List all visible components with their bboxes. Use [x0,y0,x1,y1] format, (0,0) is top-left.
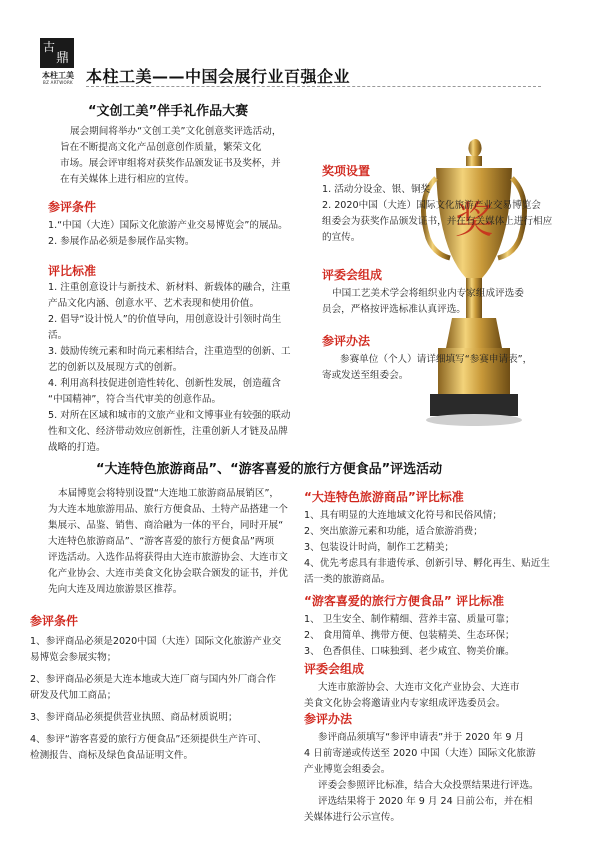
list-item: 5. 对所在区域和城市的文旅产业和文博事业有较强的联动 [48,410,291,421]
list-item: 美食文化协会将邀请业内专家组成评选委员会。 [304,698,506,709]
contest1-conditions-heading: 参评条件 [48,200,97,214]
logo-char-top: 古 [43,40,56,54]
list-item: 4、优先考虑具有非遗传承、创新引导、孵化再生、贴近生 [304,558,550,569]
intro-line: 评选活动。入选作品将获得由大连市旅游协会、大连市文 [48,552,288,563]
intro-line: 市场。展会评审组将对获奖作品颁发证书及奖杯，并 [60,158,281,169]
list-item: 战略的打造。 [48,442,106,453]
list-item: 2、突出旅游元素和功能，适合旅游消费； [304,526,483,537]
contest2-title: “大连特色旅游商品”、“游客喜爱的旅行方便食品”评选活动 [96,462,443,477]
list-item: 2、参评商品必须是大连本地或大连厂商与国内外厂商合作 [30,674,276,685]
intro-line: 先向大连及周边旅游景区推荐。 [48,584,183,595]
contest1-title: “文创工美”伴手礼作品大赛 [88,104,249,119]
list-item: 3、参评商品必须提供营业执照、商品材质说明； [30,712,238,723]
list-item: 的宣传。 [322,232,361,243]
intro-line: 大连特色旅游商品”、“游客喜爱的旅行方便食品”两项 [48,536,274,547]
list-item: 1、 卫生安全、制作精细、营养丰富、质量可靠； [304,614,515,625]
contest2-intro [48,486,298,598]
list-item: 关媒体进行公示宣传。 [304,812,400,823]
list-item: 2、 食用简单、携带方便、包装精美、生态环保； [304,630,515,641]
contest2-committee-heading: 评委会组成 [304,662,365,676]
contest2-criteria2 [304,612,574,660]
contest1-awards [322,182,562,246]
list-item: 3、包装设计时尚，制作工艺精美； [304,542,455,553]
list-item: 参赛单位（个人）请详细填写“参赛申请表”， [340,354,533,365]
contest2-criteria1 [304,508,574,588]
contest2-method-heading: 参评办法 [304,712,353,726]
contest2-criteria2-heading: “游客喜爱的旅行方便食品” 评比标准 [304,594,504,608]
intro-line: 在有关媒体上进行相应的宣传。 [60,174,195,185]
list-item: 1.“中国（大连）国际文化旅游产业交易博览会”的展品。 [48,220,288,231]
logo-char-side: 鼎 [56,51,70,66]
list-item: 2. 倡导“设计悦人”的价值导向，用创意设计引领时尚生 [48,314,282,325]
brand-title: 本柱工美——中国会展行业百强企业 [86,67,351,86]
contest1-committee-heading: 评委会组成 [322,268,383,282]
list-item: 3. 鼓励传统元素和时尚元素相结合，注重造型的创新、工 [48,346,291,357]
logo-en: BZ ARTWORK [43,80,73,85]
list-item: 寄或发送至组委会。 [322,370,409,381]
contest1-method-heading: 参评办法 [322,334,371,348]
list-item: 员会，严格按评选标准认真评选。 [322,304,466,315]
list-item: 检测报告、商标及绿色食品证明文件。 [30,750,194,761]
contest2-conditions-heading: 参评条件 [30,614,79,628]
contest2-method [304,730,574,826]
contest1-committee [322,286,562,318]
intro-line: 展会期间将举办“文创工美”文化创意奖评选活动， [70,126,282,137]
list-item: 评委会参照评比标准，结合大众投票结果进行评选。 [318,780,539,791]
intro-line: 本届博览会将特别设置“大连地工旅游商品展销区”， [58,488,280,499]
list-item: 产业博览会组委会。 [304,764,391,775]
intro-line: 集展示、品鉴、销售、商洽融为一体的平台，同时开展“ [48,520,284,531]
contest1-intro [60,124,300,188]
contest2-committee [304,680,574,712]
list-item: 大连市旅游协会、大连市文化产业协会、大连市 [318,682,520,693]
brand-divider [86,86,541,87]
contest1-criteria [48,280,308,456]
trophy-char: 奖 [454,198,494,242]
list-item: 性和文化、经济带动效应创新性，注重创新人才链及品牌 [48,426,288,437]
contest1-method [322,352,562,384]
contest1-criteria-heading: 评比标准 [48,264,97,278]
list-item: 4. 利用高科技促进创造性转化、创新性发展，创造蕴含 [48,378,281,389]
list-item: 1. 活动分设金、银、铜奖 [322,184,431,195]
list-item: 参评商品须填写“参评申请表”并于 2020 年 9 月 [318,732,525,743]
contest2-criteria1-heading: “大连特色旅游商品”评比标准 [304,490,464,504]
list-item: 产品文化内涵、创意水平、艺术表现和使用价值。 [48,298,260,309]
list-item: 活。 [48,330,68,341]
brand-logo [40,38,74,68]
list-item: 研发及代加工商品； [30,690,117,701]
intro-line: 旨在不断提高文化产品创意创作质量，繁荣文化 [60,142,262,153]
list-item: 组委会为获奖作品颁发证书，并在有关媒体上进行相应 [322,216,553,227]
intro-line: 化产业协会、大连市美食文化协会联合颁发的证书，并优 [48,568,288,579]
list-item: 4 日前寄递或传送至 2020 中国（大连）国际文化旅游 [304,748,536,759]
list-item: 1、具有明显的大连地域文化符号和民俗风情； [304,510,502,521]
list-item: 艺的创新以及展现方式的创新。 [48,362,183,373]
list-item: 1、参评商品必须是2020中国（大连）国际文化旅游产业交 [30,636,282,647]
contest2-conditions [30,634,300,764]
list-item: 2. 参展作品必须是参展作品实物。 [48,236,195,247]
list-item: 活一类的旅游商品。 [304,574,391,585]
contest1-awards-heading: 奖项设置 [322,164,371,178]
list-item: 3、 色香俱佳、口味独到、老少咸宜、物美价廉。 [304,646,515,657]
list-item: 2. 2020中国（大连）国际文化旅游产业交易博览会 [322,200,541,211]
list-item: 评选结果将于 2020 年 9 月 24 日前公布，并在相 [318,796,533,807]
list-item: “中国精神”，符合当代审美的创意作品。 [48,394,222,405]
logo-name: 本柱工美 [42,71,74,80]
list-item: 中国工艺美术学会将组织业内专家组成评选委 [332,288,524,299]
list-item: 4、参评“游客喜爱的旅行方便食品”还须提供生产许可、 [30,734,267,745]
contest1-conditions [48,218,308,250]
list-item: 1. 注重创意设计与新技术、新材料、新载体的融合，注重 [48,282,291,293]
list-item: 易博览会参展实物； [30,652,117,663]
intro-line: 为大连本地旅游用品、旅行方便食品、土特产品搭建一个 [48,504,288,515]
